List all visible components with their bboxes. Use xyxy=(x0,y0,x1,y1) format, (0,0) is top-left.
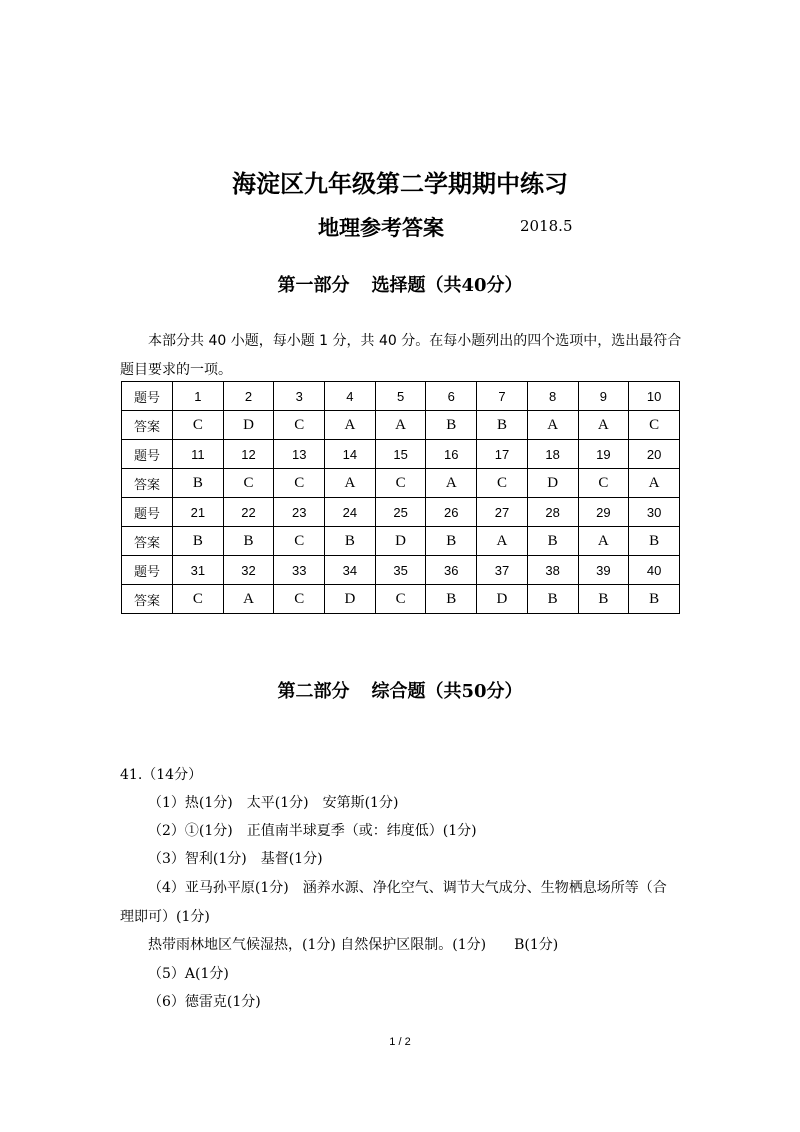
q41-answer-5: （5）A(1分) xyxy=(148,966,229,982)
question-number-cell: 1 xyxy=(173,382,224,411)
row-header: 答案 xyxy=(122,411,173,440)
page-number: 1 / 2 xyxy=(389,1036,411,1048)
answer-cell: B xyxy=(173,469,224,498)
question-number-cell: 11 xyxy=(173,440,224,469)
answer-cell: B xyxy=(527,585,578,614)
answer-cell: B xyxy=(223,527,274,556)
exam-date: 2018.5 xyxy=(520,217,573,235)
page-title: 海淀区九年级第二学期期中练习 xyxy=(232,169,568,198)
answer-cell: C xyxy=(274,585,325,614)
question-number-cell: 35 xyxy=(375,556,426,585)
question-number-cell: 15 xyxy=(375,440,426,469)
answer-cell: D xyxy=(325,585,376,614)
answer-cell: C xyxy=(274,469,325,498)
question-41-header: 41.（14分） xyxy=(120,767,203,783)
question-number-row xyxy=(122,440,680,469)
answer-cell: C xyxy=(375,585,426,614)
question-number-cell: 2 xyxy=(223,382,274,411)
question-number-cell: 13 xyxy=(274,440,325,469)
answer-row xyxy=(122,469,680,498)
question-number-cell: 29 xyxy=(578,498,629,527)
answer-cell: B xyxy=(173,527,224,556)
question-number-cell: 27 xyxy=(477,498,528,527)
part1-instructions: 本部分共 40 小题，每小题 1 分，共 40 分。在每小题列出的四个选项中，选出最符合题目要求的一项。 xyxy=(120,333,682,378)
row-header: 题号 xyxy=(122,440,173,469)
answer-cell: A xyxy=(325,411,376,440)
question-number-cell: 6 xyxy=(426,382,477,411)
answer-cell: B xyxy=(477,411,528,440)
answer-cell: C xyxy=(375,469,426,498)
part1-heading xyxy=(0,271,800,297)
q41-answer-2: （2）①(1分) 正值南半球夏季（或：纬度低）(1分) xyxy=(148,823,477,839)
part2-heading-label: 第二部分 xyxy=(277,681,350,702)
part2-heading-title: 综合题（共50分） xyxy=(371,681,523,702)
answer-cell: D xyxy=(375,527,426,556)
q41-answer-1: （1）热(1分) 太平(1分) 安第斯(1分) xyxy=(148,795,399,811)
question-number-cell: 4 xyxy=(325,382,376,411)
row-header: 题号 xyxy=(122,498,173,527)
question-number-cell: 21 xyxy=(173,498,224,527)
answer-cell: D xyxy=(223,411,274,440)
question-number-cell: 17 xyxy=(477,440,528,469)
question-number-cell: 26 xyxy=(426,498,477,527)
answer-cell: A xyxy=(578,411,629,440)
answer-cell: A xyxy=(375,411,426,440)
answer-cell: C xyxy=(173,585,224,614)
answer-cell: B xyxy=(578,585,629,614)
part2-heading xyxy=(0,677,800,703)
row-header: 答案 xyxy=(122,585,173,614)
answer-cell: C xyxy=(223,469,274,498)
question-number-cell: 39 xyxy=(578,556,629,585)
question-number-row xyxy=(122,498,680,527)
q41-answer-3: （3）智利(1分) 基督(1分) xyxy=(148,851,323,867)
answer-cell: B xyxy=(426,585,477,614)
question-number-cell: 16 xyxy=(426,440,477,469)
question-number-cell: 34 xyxy=(325,556,376,585)
q41-answer-4-cont: 理即可）(1分) xyxy=(120,909,210,925)
q41-answer-4-extra: 热带雨林地区气候湿热，(1分) 自然保护区限制。(1分) B(1分) xyxy=(148,937,559,953)
answer-cell: A xyxy=(325,469,376,498)
answer-cell: B xyxy=(426,411,477,440)
answer-cell: A xyxy=(223,585,274,614)
answer-cell: D xyxy=(477,585,528,614)
question-number-cell: 25 xyxy=(375,498,426,527)
question-number-cell: 5 xyxy=(375,382,426,411)
answer-cell: B xyxy=(325,527,376,556)
answer-cell: B xyxy=(629,527,680,556)
question-number-cell: 22 xyxy=(223,498,274,527)
question-number-cell: 28 xyxy=(527,498,578,527)
question-number-row xyxy=(122,382,680,411)
answer-cell: A xyxy=(629,469,680,498)
question-number-cell: 24 xyxy=(325,498,376,527)
question-number-cell: 31 xyxy=(173,556,224,585)
answer-cell: A xyxy=(578,527,629,556)
part1-heading-label: 第一部分 xyxy=(277,275,350,296)
question-number-cell: 32 xyxy=(223,556,274,585)
question-number-cell: 10 xyxy=(629,382,680,411)
row-header: 题号 xyxy=(122,556,173,585)
answer-cell: C xyxy=(274,411,325,440)
question-number-cell: 30 xyxy=(629,498,680,527)
part1-heading-title: 选择题（共40分） xyxy=(371,275,523,296)
answer-row xyxy=(122,411,680,440)
row-header: 答案 xyxy=(122,527,173,556)
answer-row xyxy=(122,585,680,614)
answer-cell: A xyxy=(426,469,477,498)
question-number-cell: 3 xyxy=(274,382,325,411)
answer-row xyxy=(122,527,680,556)
row-header: 题号 xyxy=(122,382,173,411)
q41-answer-4: （4）亚马孙平原(1分) 涵养水源、净化空气、调节大气成分、生物栖息场所等（合 xyxy=(148,880,667,896)
answer-cell: C xyxy=(578,469,629,498)
question-number-cell: 38 xyxy=(527,556,578,585)
question-number-cell: 8 xyxy=(527,382,578,411)
question-number-cell: 12 xyxy=(223,440,274,469)
answer-table xyxy=(121,381,680,614)
answer-cell: B xyxy=(629,585,680,614)
answer-cell: C xyxy=(477,469,528,498)
question-number-cell: 20 xyxy=(629,440,680,469)
answer-cell: B xyxy=(527,527,578,556)
answer-cell: A xyxy=(477,527,528,556)
question-number-row xyxy=(122,556,680,585)
page-subtitle: 地理参考答案 xyxy=(318,215,444,240)
answer-cell: A xyxy=(527,411,578,440)
question-number-cell: 18 xyxy=(527,440,578,469)
question-number-cell: 9 xyxy=(578,382,629,411)
question-number-cell: 37 xyxy=(477,556,528,585)
question-number-cell: 19 xyxy=(578,440,629,469)
answer-cell: D xyxy=(527,469,578,498)
question-number-cell: 7 xyxy=(477,382,528,411)
question-number-cell: 33 xyxy=(274,556,325,585)
answer-cell: C xyxy=(629,411,680,440)
answer-cell: B xyxy=(426,527,477,556)
answer-cell: C xyxy=(173,411,224,440)
question-number-cell: 14 xyxy=(325,440,376,469)
answer-cell: C xyxy=(274,527,325,556)
question-number-cell: 23 xyxy=(274,498,325,527)
row-header: 答案 xyxy=(122,469,173,498)
question-number-cell: 36 xyxy=(426,556,477,585)
q41-answer-6: （6）德雷克(1分) xyxy=(148,994,261,1010)
question-number-cell: 40 xyxy=(629,556,680,585)
